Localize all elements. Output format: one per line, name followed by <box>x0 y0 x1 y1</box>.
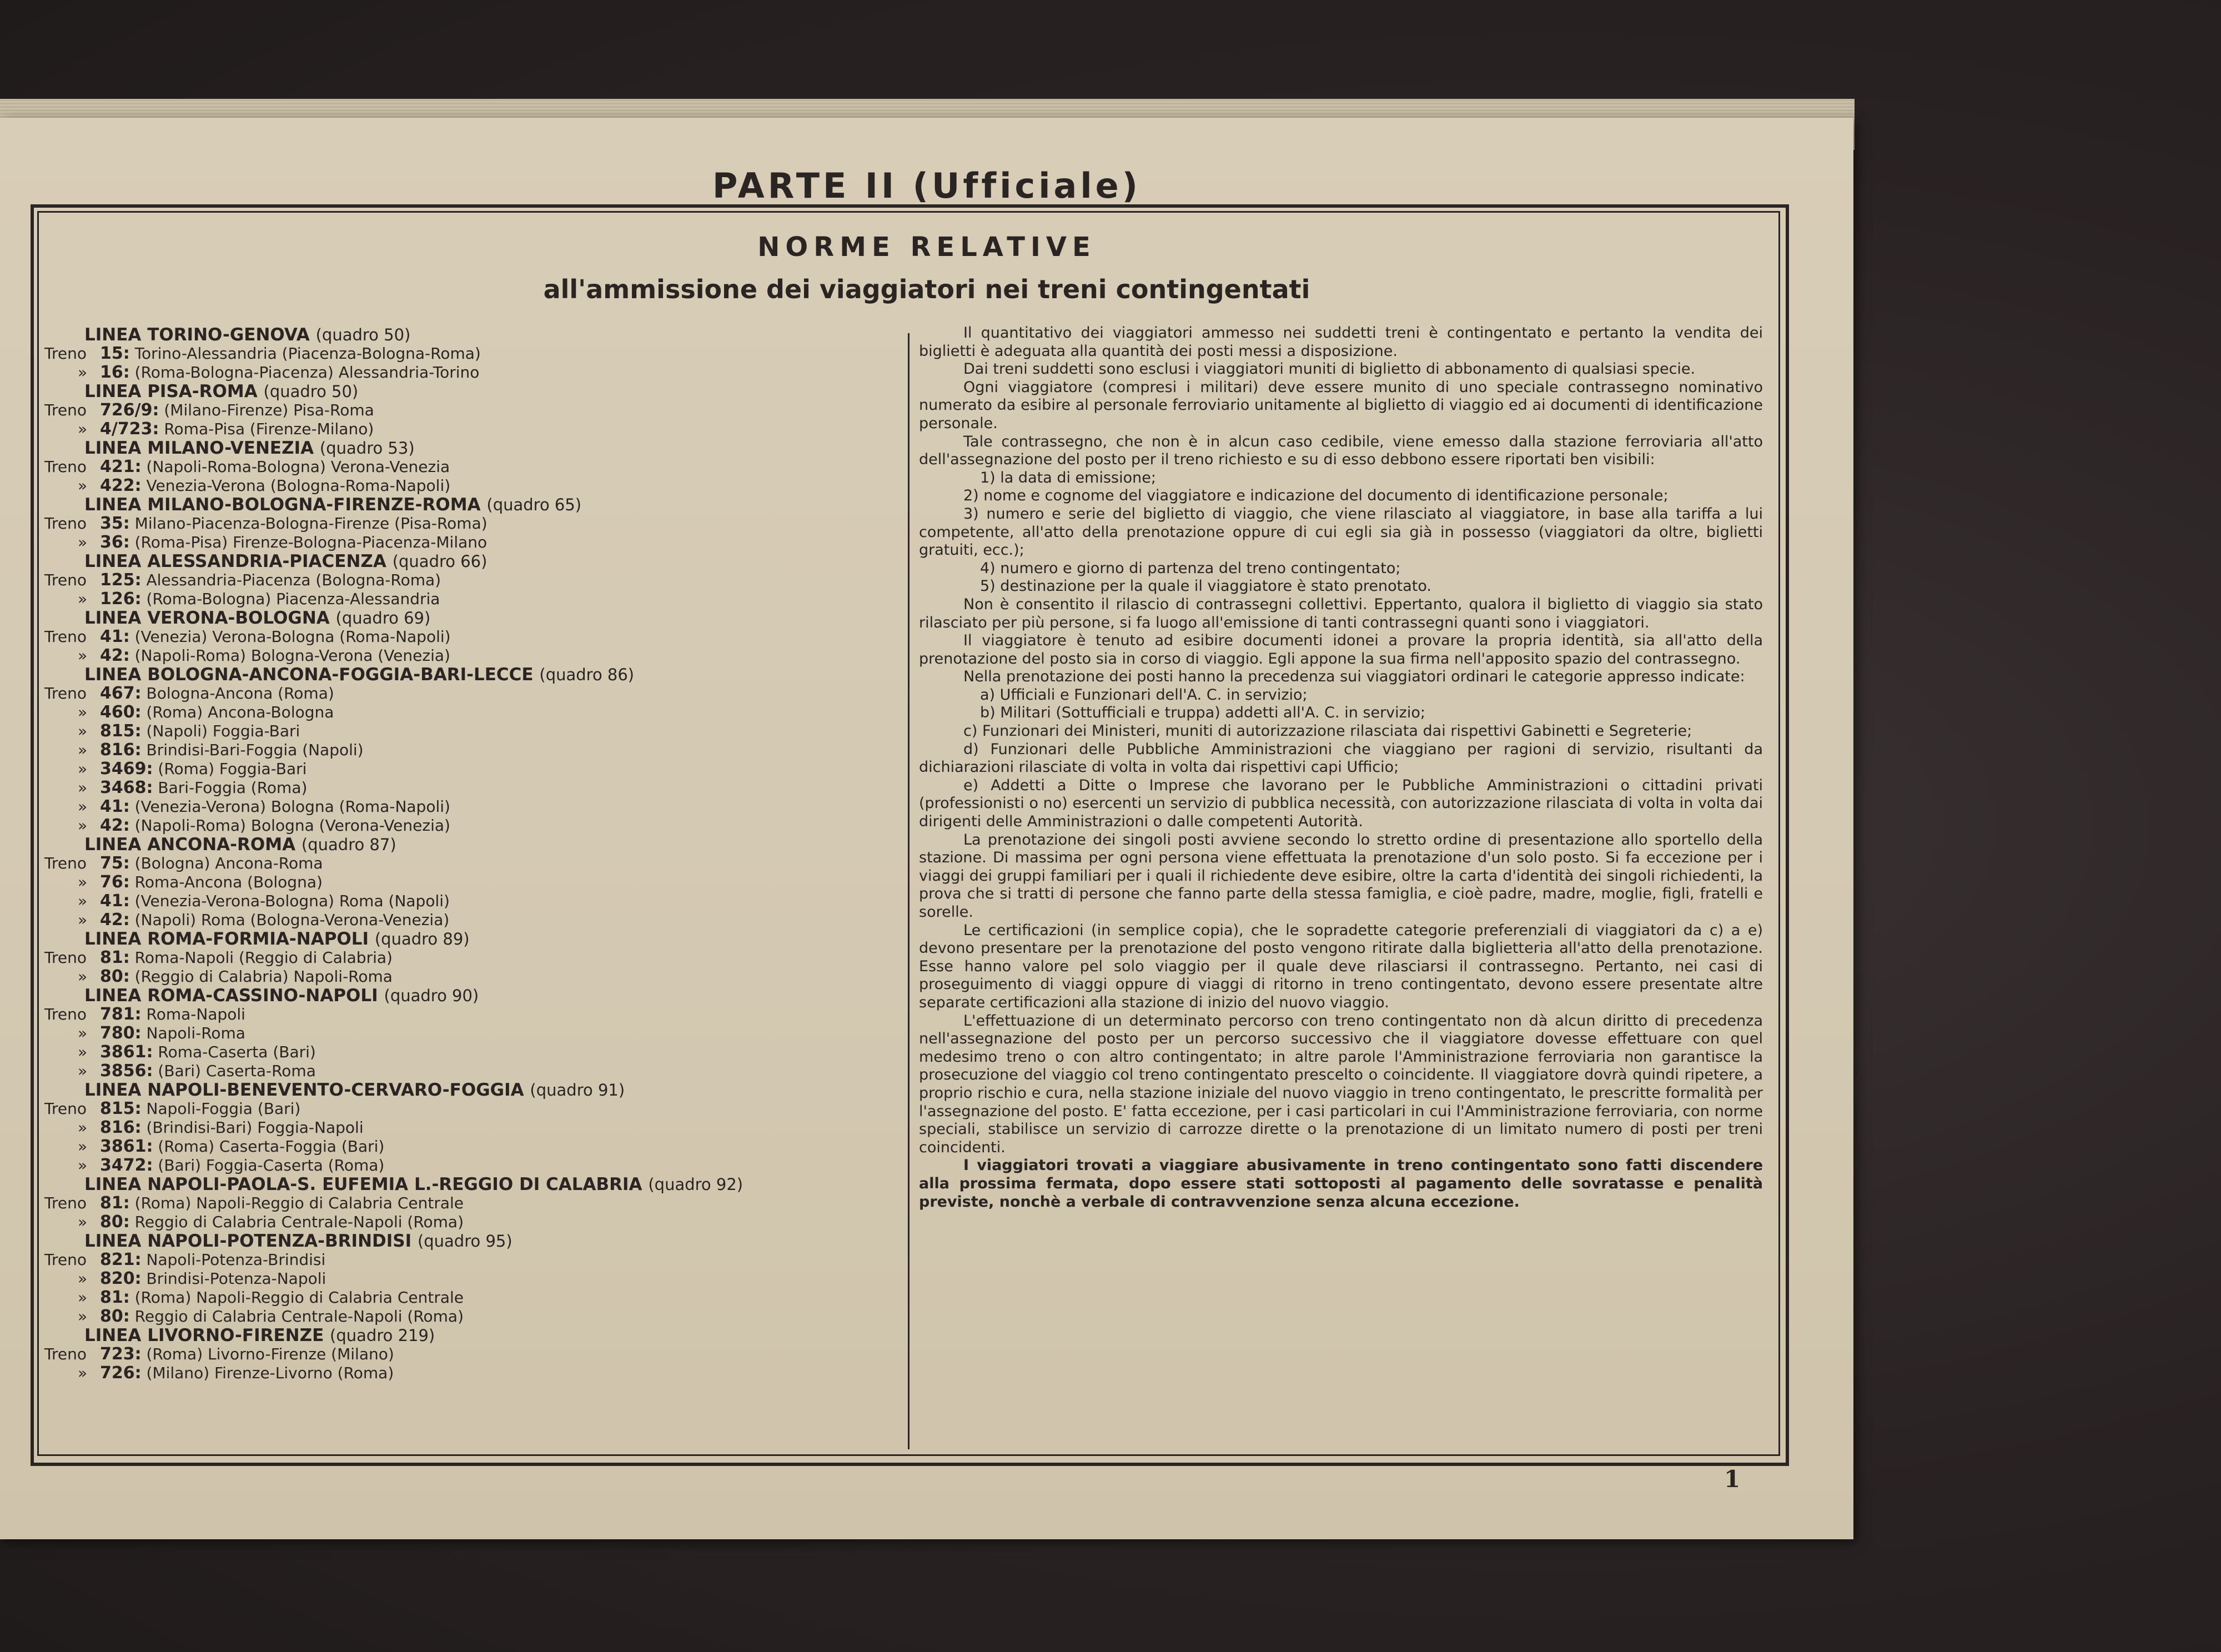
line-name: LINEA BOLOGNA-ANCONA-FOGGIA-BARI-LECCE <box>84 665 534 685</box>
train-prefix: Treno <box>44 948 87 967</box>
train-number: 781: <box>100 1005 142 1024</box>
train-number: 81: <box>100 1193 130 1213</box>
train-route: Torino-Alessandria (Piacenza-Bologna-Roma) <box>134 344 481 363</box>
train-route: Napoli-Foggia (Bari) <box>146 1099 301 1118</box>
train-prefix: » <box>78 892 88 910</box>
train-row <box>44 797 900 816</box>
train-prefix: » <box>78 703 88 721</box>
rule-paragraph: Ogni viaggiatore (compresi i militari) deve essere munito di uno speciale contrassegno nominativo numerato da esibire al personale ferroviario unitamente al biglietto di viaggio ed ai documenti di identificazione personale. <box>919 378 1763 432</box>
line-quadro: (quadro 53) <box>319 439 415 458</box>
train-row <box>44 703 900 722</box>
rule-paragraph: Dai treni suddetti sono esclusi i viaggiatori muniti di biglietto di abbonamento di qualsiasi specie. <box>963 360 1696 378</box>
train-row <box>44 967 900 986</box>
train-prefix: » <box>78 1269 88 1288</box>
train-route: Reggio di Calabria Centrale-Napoli (Roma) <box>134 1213 464 1231</box>
train-number: 76: <box>100 872 130 892</box>
rules-text <box>919 324 1763 1211</box>
train-number: 42: <box>100 816 130 835</box>
train-prefix: Treno <box>44 1194 87 1212</box>
train-number: 80: <box>100 1212 130 1232</box>
train-route: (Roma-Pisa) Firenze-Bologna-Piacenza-Milano <box>134 533 488 551</box>
train-route: (Reggio di Calabria) Napoli-Roma <box>134 967 393 986</box>
train-route: Brindisi-Potenza-Napoli <box>146 1269 326 1288</box>
train-prefix: » <box>78 911 88 929</box>
train-row <box>44 514 900 533</box>
train-row <box>44 1062 900 1081</box>
train-row <box>44 1118 900 1137</box>
line-quadro: (quadro 86) <box>539 665 635 684</box>
train-prefix: Treno <box>44 514 87 533</box>
train-number: 42: <box>100 646 130 665</box>
train-prefix: » <box>78 1062 88 1080</box>
train-prefix: » <box>78 967 88 986</box>
train-prefix: » <box>78 873 88 891</box>
train-row <box>44 1043 900 1062</box>
train-number: 726/9: <box>100 400 159 420</box>
train-row <box>44 741 900 760</box>
train-route: Bologna-Ancona (Roma) <box>146 684 334 702</box>
train-prefix: » <box>78 741 88 759</box>
line-name: LINEA MILANO-VENEZIA <box>84 438 314 458</box>
train-row <box>44 1213 900 1232</box>
train-route: (Roma) Napoli-Reggio di Calabria Centrale <box>134 1194 464 1212</box>
train-row <box>44 344 900 363</box>
train-route: (Roma) Napoli-Reggio di Calabria Centrale <box>134 1288 464 1307</box>
line-heading <box>44 495 900 514</box>
train-number: 126: <box>100 589 142 609</box>
train-route: Venezia-Verona (Bologna-Roma-Napoli) <box>146 476 451 495</box>
train-prefix: Treno <box>44 1345 87 1363</box>
line-heading <box>44 382 900 401</box>
train-number: 422: <box>100 476 142 495</box>
line-name: LINEA ALESSANDRIA-PIACENZA <box>84 551 386 571</box>
train-route: (Napoli-Roma) Bologna-Verona (Venezia) <box>134 646 450 665</box>
train-prefix: » <box>78 797 88 816</box>
train-prefix: » <box>78 646 88 665</box>
rule-paragraph: c) Funzionari dei Ministeri, muniti di autorizzazione rilasciata dai rispettivi Gabinetti e Segreterie; <box>963 722 1692 740</box>
train-route: (Milano-Firenze) Pisa-Roma <box>164 401 374 419</box>
train-number: 41: <box>100 797 130 816</box>
section-heading: PARTE II (Ufficiale) <box>712 165 1141 206</box>
train-route: Alessandria-Piacenza (Bologna-Roma) <box>146 571 441 589</box>
rule-paragraph: Il quantitativo dei viaggiatori ammesso nei suddetti treni è contingentato e pertanto la vendita dei biglietti è adeguata alla quantità dei posti messi a disposizione. <box>919 324 1763 360</box>
train-row <box>44 684 900 703</box>
rule-paragraph: La prenotazione dei singoli posti avviene secondo lo stretto ordine di presentazione allo sportello della stazione. Di massima per ogni persona viene effettuata la prenotazione d'un solo posto. Si fa eccezione per i viaggi dei gruppi familiari per i quali il richiedente deve esibire, oltre la carta d'identità dei singoli richiedenti, la prova che si tratti di persone che fanno parte della stessa famiglia, e cioè padre, madre, moglie, figli, fratelli e sorelle. <box>919 831 1763 921</box>
train-row <box>44 1269 900 1288</box>
train-number: 125: <box>100 570 142 590</box>
train-route: (Roma-Bologna-Piacenza) Alessandria-Torino <box>134 363 480 381</box>
train-prefix: » <box>78 1043 88 1061</box>
line-name: LINEA NAPOLI-POTENZA-BRINDISI <box>84 1231 412 1251</box>
train-number: 36: <box>100 533 130 552</box>
line-quadro: (quadro 95) <box>417 1232 512 1251</box>
line-quadro: (quadro 87) <box>301 835 396 854</box>
train-route: (Venezia-Verona-Bologna) Roma (Napoli) <box>134 892 450 910</box>
column-divider <box>908 333 909 1449</box>
train-route: (Roma) Caserta-Foggia (Bari) <box>158 1137 385 1156</box>
train-prefix: Treno <box>44 627 87 646</box>
train-row <box>44 873 900 892</box>
train-prefix: Treno <box>44 684 87 702</box>
rule-paragraph: Nella prenotazione dei posti hanno la precedenza sui viaggiatori ordinari le categorie appresso indicate: <box>963 668 1745 686</box>
train-number: 460: <box>100 702 142 722</box>
train-route: Napoli-Potenza-Brindisi <box>146 1251 326 1269</box>
line-heading <box>44 986 900 1005</box>
train-prefix: » <box>78 816 88 835</box>
train-number: 80: <box>100 1307 130 1326</box>
train-row <box>44 1288 900 1307</box>
line-heading <box>44 1232 900 1251</box>
train-row <box>44 779 900 797</box>
train-prefix: Treno <box>44 1251 87 1269</box>
train-number: 75: <box>100 853 130 873</box>
train-number: 726: <box>100 1363 142 1383</box>
train-route: (Roma) Ancona-Bologna <box>146 703 334 721</box>
train-prefix: » <box>78 779 88 797</box>
line-quadro: (quadro 89) <box>374 930 470 948</box>
train-number: 3472: <box>100 1156 153 1175</box>
line-name: LINEA ROMA-CASSINO-NAPOLI <box>84 986 378 1006</box>
train-number: 3468: <box>100 778 153 797</box>
line-quadro: (quadro 50) <box>263 382 359 401</box>
line-name: LINEA NAPOLI-BENEVENTO-CERVARO-FOGGIA <box>84 1080 524 1100</box>
train-number: 815: <box>100 1099 142 1118</box>
train-route: (Roma-Bologna) Piacenza-Alessandria <box>146 590 440 608</box>
train-row <box>44 1345 900 1364</box>
rule-paragraph: Le certificazioni (in semplice copia), che le sopradette categorie preferenziali di viaggiatori da c) a e) devono presentare per la prenotazione del posto vengono ritirate dalla biglietteria all'atto della prenotazione. Esse hanno valore pel solo viaggio per il quale deve rilasciarsi il contrassegno. Pertanto, nei casi di proseguimento di viaggi oppure di viaggi di ritorno in treno contingentato, devono essere presentate altre separate certificazioni alla stazione di inizio del nuovo viaggio. <box>919 921 1763 1011</box>
page-number: 1 <box>1724 1465 1741 1493</box>
rule-paragraph: d) Funzionari delle Pubbliche Amministrazioni che viaggiano per ragioni di servizio, risultanti da dichiarazioni rilasciate di volta in volta dai rispettivi capi Ufficio; <box>919 740 1763 776</box>
train-route: (Bologna) Ancona-Roma <box>134 854 323 872</box>
train-route: (Roma) Foggia-Bari <box>158 760 307 778</box>
train-row <box>44 854 900 873</box>
train-prefix: » <box>78 1137 88 1156</box>
train-row <box>44 948 900 967</box>
rule-paragraph: 1) la data di emissione; <box>980 469 1156 486</box>
train-route: (Venezia) Verona-Bologna (Roma-Napoli) <box>134 627 451 646</box>
train-prefix: Treno <box>44 344 87 363</box>
train-row <box>44 590 900 609</box>
line-heading <box>44 552 900 571</box>
line-heading <box>44 930 900 948</box>
train-route: (Milano) Firenze-Livorno (Roma) <box>146 1364 394 1382</box>
rule-paragraph: Non è consentito il rilascio di contrassegni collettivi. Eppertanto, qualora il biglietto di viaggio sia stato rilasciato per più persone, si fa luogo all'emissione di tanti contrassegni quanti sono i viaggiatori. <box>919 595 1763 631</box>
train-number: 81: <box>100 948 130 967</box>
train-prefix: » <box>78 1213 88 1231</box>
train-prefix: » <box>78 420 88 438</box>
train-number: 3469: <box>100 759 153 779</box>
train-route: Bari-Foggia (Roma) <box>158 779 308 797</box>
train-row <box>44 476 900 495</box>
train-route: Roma-Caserta (Bari) <box>158 1043 316 1061</box>
rule-paragraph: L'effettuazione di un determinato percorso con treno contingentato non dà alcun diritto di precedenza nell'assegnazione del posto per un percorso successivo che il viaggiatore dovesse effettuare con quel medesimo treno o con altro contingentato; in altre parole l'Amministrazione ferroviaria non garantisce la prosecuzione del viaggio col treno contingentato prescelto o coincidente. Il viaggiatore dovrà quindi ripetere, a proprio rischio e cura, nella stazione iniziale del nuovo viaggio in treno contingentato, le prescritte formalità per l'assegnazione del posto. E' fatta eccezione, per i casi particolari in cui l'Amministrazione ferroviaria, con norme speciali, stabilisce un servizio di carrozze dirette o la prenotazione di un limitato numero di posti per treni coincidenti. <box>919 1012 1763 1156</box>
line-heading <box>44 325 900 344</box>
train-number: 421: <box>100 457 142 476</box>
rule-paragraph: 2) nome e cognome del viaggiatore e indicazione del documento di identificazione personale; <box>963 487 1669 505</box>
rule-paragraph: Il viaggiatore è tenuto ad esibire documenti idonei a provare la propria identità, sia all'atto della prenotazione del posto sia in corso di viaggio. Egli appone la sua firma nell'apposito spazio del contrassegno. <box>919 632 1763 667</box>
train-row <box>44 533 900 552</box>
train-row <box>44 1099 900 1118</box>
train-row <box>44 401 900 420</box>
train-number: 81: <box>100 1288 130 1307</box>
train-route: (Venezia-Verona) Bologna (Roma-Napoli) <box>134 797 450 816</box>
line-heading <box>44 1326 900 1345</box>
line-name: LINEA LIVORNO-FIRENZE <box>84 1325 324 1345</box>
line-quadro: (quadro 50) <box>315 325 411 344</box>
train-row <box>44 1364 900 1383</box>
train-route: (Napoli) Foggia-Bari <box>146 722 300 740</box>
rule-paragraph: I viaggiatori trovati a viaggiare abusivamente in treno contingentato sono fatti discendere alla prossima fermata, dopo essere stati sottoposti al pagamento delle sovratasse e penalità previste, nonchè a verbale di contravvenzione senza alcuna eccezione. <box>919 1157 1763 1211</box>
train-prefix: » <box>78 1288 88 1307</box>
train-prefix: » <box>78 363 88 381</box>
train-route: (Bari) Foggia-Caserta (Roma) <box>158 1156 385 1174</box>
train-number: 816: <box>100 1118 142 1137</box>
train-number: 816: <box>100 740 142 760</box>
train-prefix: » <box>78 1364 88 1382</box>
train-number: 16: <box>100 363 130 382</box>
line-heading <box>44 1175 900 1194</box>
train-number: 3861: <box>100 1137 153 1156</box>
line-quadro: (quadro 91) <box>530 1081 625 1099</box>
train-row <box>44 892 900 911</box>
line-name: LINEA MILANO-BOLOGNA-FIRENZE-ROMA <box>84 495 481 515</box>
train-number: 41: <box>100 891 130 911</box>
line-quadro: (quadro 219) <box>330 1326 435 1345</box>
train-prefix: » <box>78 1024 88 1042</box>
rule-paragraph: 5) destinazione per la quale il viaggiatore è stato prenotato. <box>980 578 1431 595</box>
train-row <box>44 1194 900 1213</box>
train-number: 42: <box>100 910 130 930</box>
train-route: Roma-Napoli <box>146 1005 245 1023</box>
train-route: Roma-Pisa (Firenze-Milano) <box>164 420 374 438</box>
rule-paragraph: b) Militari (Sottufficiali e truppa) addetti all'A. C. in servizio; <box>980 704 1425 722</box>
line-name: LINEA TORINO-GENOVA <box>84 325 310 345</box>
train-number: 41: <box>100 627 130 646</box>
train-row <box>44 627 900 646</box>
train-prefix: Treno <box>44 458 87 476</box>
train-row <box>44 722 900 741</box>
train-prefix: » <box>78 533 88 551</box>
train-row <box>44 816 900 835</box>
document-page <box>0 118 1853 1539</box>
train-route: (Bari) Caserta-Roma <box>158 1062 316 1080</box>
train-prefix: » <box>78 1156 88 1174</box>
rule-paragraph: 3) numero e serie del biglietto di viaggio, che viene rilasciato al viaggiatore, in base alla tariffa a lui competente, all'atto della prenotazione oppure di cui egli sia già in possesso (viaggiatori da oltre, biglietti gratuiti, ecc.); <box>919 505 1763 559</box>
train-route: Roma-Ancona (Bologna) <box>134 873 323 891</box>
train-number: 820: <box>100 1269 142 1288</box>
line-name: LINEA ANCONA-ROMA <box>84 835 296 855</box>
train-row <box>44 571 900 590</box>
train-route: Reggio di Calabria Centrale-Napoli (Roma) <box>134 1307 464 1325</box>
line-quadro: (quadro 90) <box>384 986 479 1005</box>
train-number: 467: <box>100 684 142 703</box>
train-row <box>44 420 900 439</box>
rule-paragraph: e) Addetti a Ditte o Imprese che lavorano per le Pubbliche Amministrazioni o cittadini privati (professionisti o no) esercenti un servizio di pubblica necessità, con autorizzazione rilasciata di volta in volta dai dirigenti delle Amministrazioni o dalle competenti Autorità. <box>919 776 1763 831</box>
train-number: 3856: <box>100 1061 153 1081</box>
page-subtitle: all'ammissione dei viaggiatori nei treni contingentati <box>543 274 1310 304</box>
line-heading <box>44 1081 900 1099</box>
train-number: 80: <box>100 967 130 986</box>
train-lines-list <box>44 325 900 1383</box>
train-route: (Roma) Livorno-Firenze (Milano) <box>146 1345 394 1363</box>
train-prefix: Treno <box>44 1005 87 1023</box>
train-number: 821: <box>100 1250 142 1269</box>
line-quadro: (quadro 66) <box>392 552 488 571</box>
line-heading <box>44 835 900 854</box>
train-row <box>44 1307 900 1326</box>
rule-paragraph: Tale contrassegno, che non è in alcun caso cedibile, viene emesso dalla stazione ferroviaria all'atto dell'assegnazione del posto per il treno richiesto e su di esso debbono essere riportati ben visibili: <box>919 433 1763 469</box>
train-prefix: Treno <box>44 1099 87 1118</box>
train-prefix: » <box>78 1307 88 1325</box>
train-number: 15: <box>100 344 130 363</box>
train-prefix: Treno <box>44 854 87 872</box>
line-name: LINEA PISA-ROMA <box>84 381 258 401</box>
line-heading <box>44 439 900 458</box>
train-route: (Napoli) Roma (Bologna-Verona-Venezia) <box>134 911 450 929</box>
rule-paragraph: 4) numero e giorno di partenza del treno contingentato; <box>980 559 1401 577</box>
train-prefix: » <box>78 590 88 608</box>
rule-paragraph: a) Ufficiali e Funzionari dell'A. C. in servizio; <box>980 686 1308 704</box>
train-number: 35: <box>100 514 130 533</box>
train-route: (Napoli-Roma-Bologna) Verona-Venezia <box>146 458 450 476</box>
train-row <box>44 1005 900 1024</box>
train-route: Napoli-Roma <box>146 1024 245 1042</box>
train-prefix: Treno <box>44 571 87 589</box>
train-row <box>44 1137 900 1156</box>
train-number: 815: <box>100 721 142 741</box>
train-prefix: Treno <box>44 401 87 419</box>
page-title: NORME RELATIVE <box>757 232 1096 263</box>
line-quadro: (quadro 92) <box>648 1175 743 1194</box>
train-row <box>44 646 900 665</box>
train-route: (Napoli-Roma) Bologna (Verona-Venezia) <box>134 816 450 835</box>
train-row <box>44 458 900 476</box>
train-row <box>44 911 900 930</box>
train-prefix: » <box>78 1118 88 1137</box>
line-name: LINEA VERONA-BOLOGNA <box>84 608 330 628</box>
train-number: 723: <box>100 1344 142 1364</box>
line-heading <box>44 665 900 684</box>
train-row <box>44 363 900 382</box>
train-row <box>44 1156 900 1175</box>
train-route: Roma-Napoli (Reggio di Calabria) <box>134 948 393 967</box>
train-row <box>44 1251 900 1269</box>
train-prefix: » <box>78 722 88 740</box>
line-name: LINEA NAPOLI-PAOLA-S. EUFEMIA L.-REGGIO DI CALABRIA <box>84 1174 642 1194</box>
train-number: 4/723: <box>100 419 159 439</box>
line-quadro: (quadro 69) <box>335 609 431 627</box>
train-prefix: » <box>78 760 88 778</box>
train-row <box>44 760 900 779</box>
train-row <box>44 1024 900 1043</box>
line-heading <box>44 609 900 627</box>
train-prefix: » <box>78 476 88 495</box>
line-name: LINEA ROMA-FORMIA-NAPOLI <box>84 929 369 949</box>
train-route: (Brindisi-Bari) Foggia-Napoli <box>146 1118 364 1137</box>
train-number: 780: <box>100 1023 142 1043</box>
train-number: 3861: <box>100 1042 153 1062</box>
line-quadro: (quadro 65) <box>486 495 582 514</box>
train-route: Brindisi-Bari-Foggia (Napoli) <box>146 741 364 759</box>
train-route: Milano-Piacenza-Bologna-Firenze (Pisa-Roma) <box>134 514 488 533</box>
